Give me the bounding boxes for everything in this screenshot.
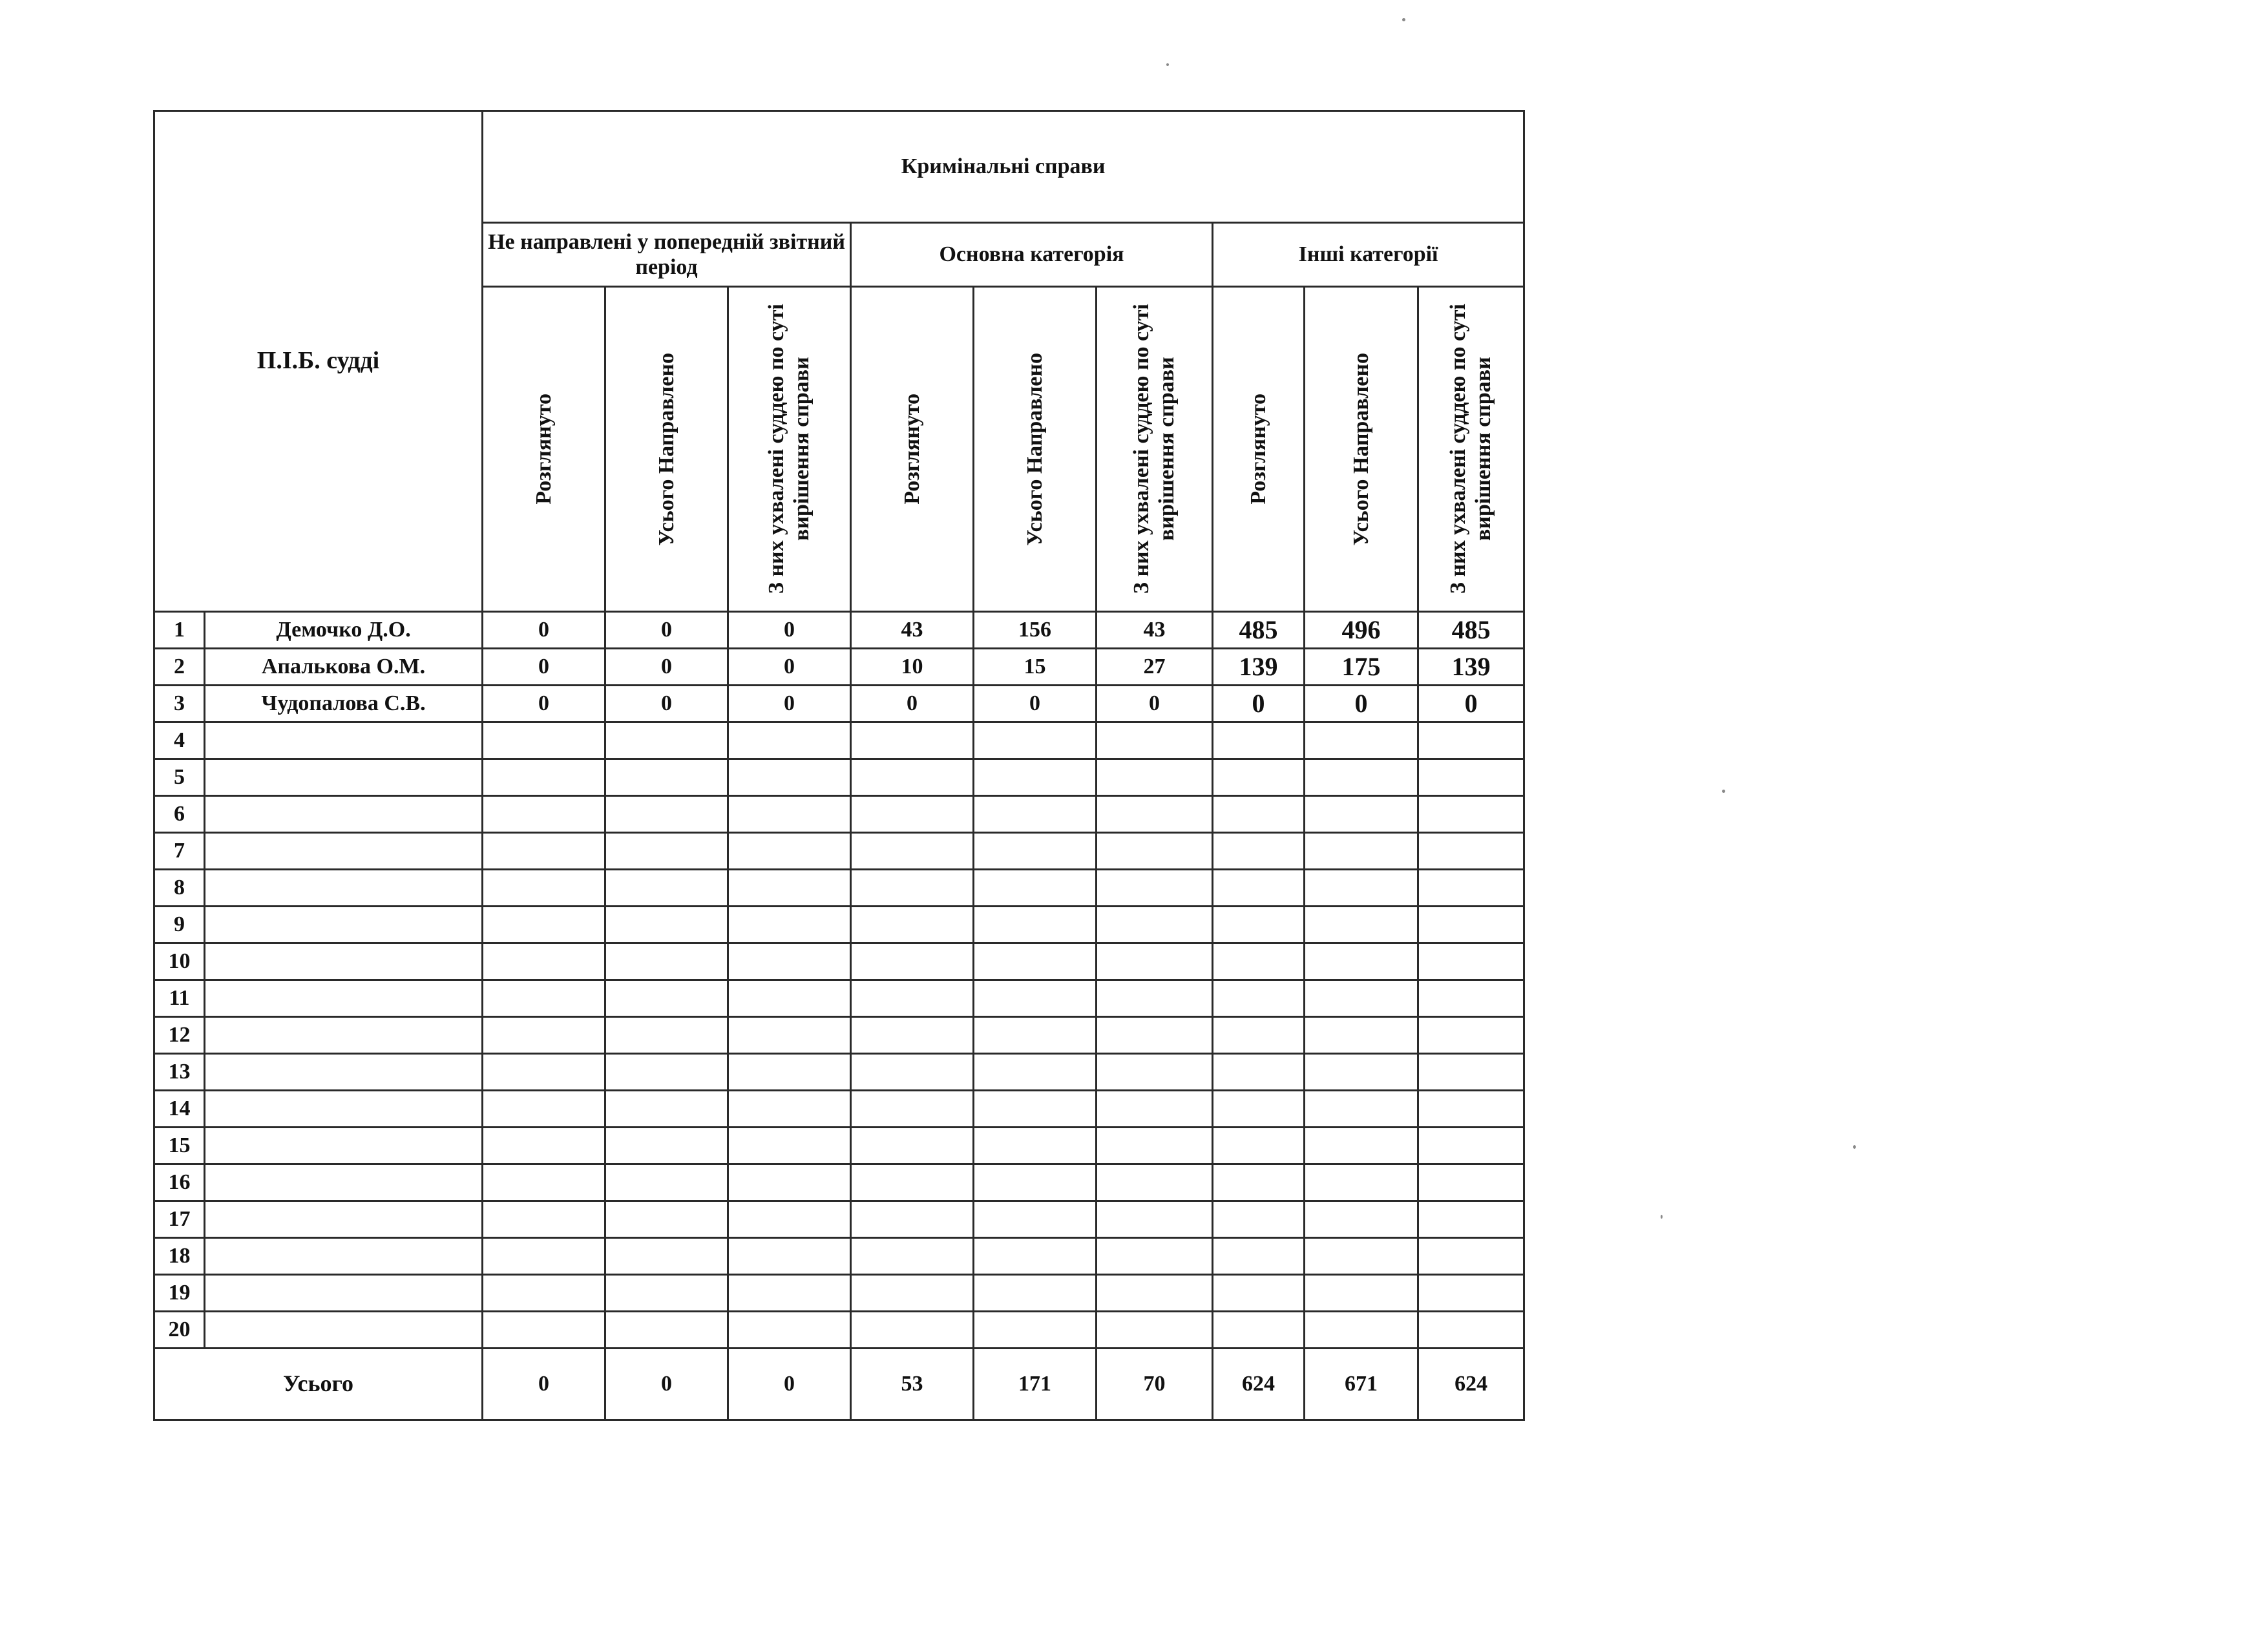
subcolumn-wrap [1305, 288, 1417, 611]
subcolumn-label: Розглянуто [899, 394, 924, 505]
value-cell [851, 943, 974, 980]
value-cell: 0 [851, 686, 974, 722]
value-cell: 0 [1418, 686, 1524, 722]
value-cell [1305, 1128, 1418, 1164]
value-cell [1418, 907, 1524, 943]
value-cell [728, 1312, 851, 1349]
total-value: 624 [1418, 1349, 1524, 1420]
subcolumn-header-1 [483, 287, 605, 612]
value-cell: 175 [1305, 649, 1418, 686]
value-cell [483, 722, 605, 759]
value-cell [1097, 943, 1213, 980]
subcolumn-wrap [606, 288, 727, 611]
row-number: 1 [154, 612, 205, 649]
judge-name: Апалькова О.М. [205, 649, 483, 686]
value-cell: 0 [974, 686, 1097, 722]
total-value: 671 [1305, 1349, 1418, 1420]
value-cell: 0 [605, 612, 728, 649]
value-cell [851, 907, 974, 943]
subcolumn-header-4 [851, 287, 974, 612]
value-cell [728, 870, 851, 907]
value-cell [1213, 759, 1305, 796]
total-value: 53 [851, 1349, 974, 1420]
value-cell [1213, 722, 1305, 759]
value-cell [1097, 1201, 1213, 1238]
value-cell [1213, 1128, 1305, 1164]
value-cell [1418, 1017, 1524, 1054]
value-cell [605, 980, 728, 1017]
value-cell [605, 1238, 728, 1275]
value-cell [728, 1275, 851, 1312]
value-cell [1097, 759, 1213, 796]
value-cell: 0 [1213, 686, 1305, 722]
row-number: 2 [154, 649, 205, 686]
value-cell [1097, 1164, 1213, 1201]
value-cell [1305, 1275, 1418, 1312]
value-cell [851, 1164, 974, 1201]
value-cell [851, 796, 974, 833]
judge-name [205, 1201, 483, 1238]
group-header-other-categories: Інші категорії [1213, 223, 1524, 287]
subcolumn-label: З них ухвалені суддею по суті вирішення справи [1446, 304, 1496, 594]
value-cell [1213, 1164, 1305, 1201]
main-title: Кримінальні справи [483, 111, 1524, 223]
value-cell [1213, 1017, 1305, 1054]
value-cell [1305, 1201, 1418, 1238]
value-cell [483, 943, 605, 980]
value-cell [728, 759, 851, 796]
table-row [154, 943, 1524, 980]
value-cell [728, 1091, 851, 1128]
subcolumn-label: З них ухвалені суддею по суті вирішення справи [764, 304, 814, 594]
value-cell [1418, 796, 1524, 833]
value-cell [605, 1275, 728, 1312]
value-cell [1418, 870, 1524, 907]
value-cell [728, 907, 851, 943]
judge-column-header [154, 111, 483, 612]
value-cell: 43 [1097, 612, 1213, 649]
scan-speck [1402, 18, 1405, 21]
value-cell [605, 1017, 728, 1054]
value-cell [974, 1312, 1097, 1349]
subcolumn-label: Розглянуто [1246, 394, 1270, 505]
value-cell [974, 722, 1097, 759]
value-cell [851, 1128, 974, 1164]
judge-name [205, 1238, 483, 1275]
value-cell: 0 [728, 612, 851, 649]
table-row [154, 907, 1524, 943]
value-cell [728, 796, 851, 833]
subcolumn-wrap [1097, 288, 1212, 611]
scan-speck [1166, 63, 1169, 66]
judge-name [205, 980, 483, 1017]
value-cell [974, 1128, 1097, 1164]
value-cell [1097, 722, 1213, 759]
value-cell [483, 1017, 605, 1054]
table-row [154, 980, 1524, 1017]
table-row [154, 1091, 1524, 1128]
table-row [154, 1201, 1524, 1238]
row-number: 14 [154, 1091, 205, 1128]
judge-column-label: П.І.Б. судді [257, 347, 380, 375]
row-number: 19 [154, 1275, 205, 1312]
value-cell [974, 1054, 1097, 1091]
value-cell [974, 943, 1097, 980]
value-cell [974, 907, 1097, 943]
value-cell [728, 833, 851, 870]
value-cell [1213, 833, 1305, 870]
table-row [154, 759, 1524, 796]
value-cell [1305, 870, 1418, 907]
judge-name [205, 833, 483, 870]
subcolumn-label: Усього Направлено [1022, 352, 1047, 546]
subcolumn-label: Усього Направлено [654, 352, 678, 546]
value-cell [974, 870, 1097, 907]
table-row [154, 1275, 1524, 1312]
value-cell [1097, 980, 1213, 1017]
total-value: 70 [1097, 1349, 1213, 1420]
value-cell [974, 1164, 1097, 1201]
value-cell [483, 759, 605, 796]
value-cell [1213, 980, 1305, 1017]
value-cell [1097, 1128, 1213, 1164]
value-cell [1418, 1128, 1524, 1164]
row-number: 16 [154, 1164, 205, 1201]
value-cell [1213, 907, 1305, 943]
value-cell [605, 759, 728, 796]
value-cell [605, 907, 728, 943]
value-cell [1305, 833, 1418, 870]
total-row [154, 1349, 1524, 1420]
value-cell: 485 [1213, 612, 1305, 649]
subcolumn-label: З них ухвалені суддею по суті вирішення справи [1129, 304, 1179, 594]
value-cell [974, 1201, 1097, 1238]
value-cell: 485 [1418, 612, 1524, 649]
value-cell: 0 [605, 686, 728, 722]
value-cell [1305, 907, 1418, 943]
judge-name [205, 1091, 483, 1128]
row-number: 11 [154, 980, 205, 1017]
value-cell [1097, 1054, 1213, 1091]
value-cell [483, 980, 605, 1017]
subcolumn-wrap [729, 288, 850, 611]
table-row [154, 1017, 1524, 1054]
value-cell [851, 1275, 974, 1312]
judge-name [205, 870, 483, 907]
value-cell: 156 [974, 612, 1097, 649]
group-header-previous-period: Не направлені у попередній звітний період [483, 223, 851, 287]
value-cell [483, 1312, 605, 1349]
row-number: 20 [154, 1312, 205, 1349]
value-cell: 0 [483, 612, 605, 649]
total-value: 0 [728, 1349, 851, 1420]
table-row [154, 686, 1524, 722]
value-cell [1418, 1091, 1524, 1128]
judge-name: Демочко Д.О. [205, 612, 483, 649]
total-value: 0 [605, 1349, 728, 1420]
value-cell [1213, 1091, 1305, 1128]
row-number: 10 [154, 943, 205, 980]
value-cell [1213, 1054, 1305, 1091]
value-cell [605, 1312, 728, 1349]
value-cell [483, 1275, 605, 1312]
value-cell [605, 1201, 728, 1238]
value-cell [974, 1017, 1097, 1054]
value-cell [1097, 796, 1213, 833]
value-cell [1097, 870, 1213, 907]
value-cell [728, 1128, 851, 1164]
value-cell [1418, 980, 1524, 1017]
judge-name [205, 759, 483, 796]
row-number: 7 [154, 833, 205, 870]
value-cell [483, 1054, 605, 1091]
value-cell: 0 [1305, 686, 1418, 722]
judge-name [205, 1128, 483, 1164]
value-cell [1418, 1312, 1524, 1349]
value-cell [1305, 1054, 1418, 1091]
value-cell [483, 833, 605, 870]
value-cell: 0 [1097, 686, 1213, 722]
judge-name [205, 1164, 483, 1201]
row-number: 9 [154, 907, 205, 943]
judge-name [205, 907, 483, 943]
value-cell [1305, 1164, 1418, 1201]
value-cell [1305, 1238, 1418, 1275]
scan-speck [1853, 1145, 1856, 1149]
table-row [154, 796, 1524, 833]
row-number: 18 [154, 1238, 205, 1275]
value-cell [605, 870, 728, 907]
criminal-cases-table [153, 110, 1525, 1421]
value-cell [728, 1201, 851, 1238]
value-cell [728, 1017, 851, 1054]
value-cell [1418, 759, 1524, 796]
value-cell [1418, 1054, 1524, 1091]
value-cell: 139 [1418, 649, 1524, 686]
subcolumn-wrap [974, 288, 1095, 611]
value-cell [851, 870, 974, 907]
value-cell [851, 980, 974, 1017]
value-cell: 15 [974, 649, 1097, 686]
subcolumn-header-3 [728, 287, 851, 612]
value-cell [483, 1091, 605, 1128]
judge-name [205, 1312, 483, 1349]
value-cell [1213, 1312, 1305, 1349]
subcolumn-header-8 [1305, 287, 1418, 612]
value-cell [1097, 1091, 1213, 1128]
row-number: 15 [154, 1128, 205, 1164]
table-row [154, 612, 1524, 649]
value-cell: 0 [483, 649, 605, 686]
value-cell [1418, 722, 1524, 759]
value-cell [1418, 1275, 1524, 1312]
table-row [154, 833, 1524, 870]
total-label: Усього [154, 1349, 483, 1420]
value-cell [1418, 943, 1524, 980]
value-cell [1305, 759, 1418, 796]
value-cell [483, 1238, 605, 1275]
value-cell [605, 1054, 728, 1091]
value-cell [974, 796, 1097, 833]
subcolumn-header-7 [1213, 287, 1305, 612]
value-cell [1213, 1201, 1305, 1238]
value-cell [728, 1164, 851, 1201]
value-cell: 10 [851, 649, 974, 686]
value-cell [1305, 1312, 1418, 1349]
value-cell [1418, 833, 1524, 870]
value-cell [974, 1275, 1097, 1312]
value-cell [1097, 1312, 1213, 1349]
value-cell: 139 [1213, 649, 1305, 686]
value-cell [605, 1164, 728, 1201]
value-cell [1305, 980, 1418, 1017]
value-cell [1418, 1238, 1524, 1275]
table-row [154, 1128, 1524, 1164]
value-cell [1097, 1017, 1213, 1054]
value-cell [1213, 943, 1305, 980]
value-cell [974, 1091, 1097, 1128]
value-cell [851, 759, 974, 796]
value-cell [483, 907, 605, 943]
subcolumn-label: Усього Направлено [1349, 352, 1373, 546]
row-number: 5 [154, 759, 205, 796]
subcolumn-header-5 [974, 287, 1097, 612]
value-cell [728, 722, 851, 759]
judge-name [205, 1054, 483, 1091]
value-cell [1213, 796, 1305, 833]
row-number: 6 [154, 796, 205, 833]
table-row [154, 1312, 1524, 1349]
row-number: 3 [154, 686, 205, 722]
value-cell [1305, 943, 1418, 980]
value-cell: 27 [1097, 649, 1213, 686]
value-cell [483, 1164, 605, 1201]
value-cell [851, 833, 974, 870]
value-cell [851, 722, 974, 759]
table-row [154, 1164, 1524, 1201]
subcolumn-header-6 [1097, 287, 1213, 612]
value-cell [605, 722, 728, 759]
value-cell [483, 796, 605, 833]
value-cell [728, 1238, 851, 1275]
value-cell [1418, 1201, 1524, 1238]
scan-speck [1722, 790, 1725, 793]
table-row [154, 1054, 1524, 1091]
value-cell [483, 870, 605, 907]
value-cell [1305, 722, 1418, 759]
value-cell [1213, 1275, 1305, 1312]
value-cell [605, 833, 728, 870]
value-cell [605, 943, 728, 980]
judge-name [205, 722, 483, 759]
value-cell [851, 1201, 974, 1238]
value-cell: 0 [605, 649, 728, 686]
value-cell [851, 1091, 974, 1128]
value-cell [1305, 1091, 1418, 1128]
value-cell [974, 759, 1097, 796]
row-number: 13 [154, 1054, 205, 1091]
value-cell [1418, 1164, 1524, 1201]
table-row [154, 1238, 1524, 1275]
judge-name [205, 1275, 483, 1312]
value-cell [1305, 1017, 1418, 1054]
table-row [154, 649, 1524, 686]
subcolumn-wrap [1213, 288, 1303, 611]
row-number: 4 [154, 722, 205, 759]
subcolumn-label: Розглянуто [531, 394, 556, 505]
judge-name: Чудопалова С.В. [205, 686, 483, 722]
value-cell [605, 796, 728, 833]
value-cell [1213, 870, 1305, 907]
value-cell: 0 [728, 649, 851, 686]
row-number: 17 [154, 1201, 205, 1238]
value-cell: 43 [851, 612, 974, 649]
value-cell [483, 1201, 605, 1238]
group-header-main-category: Основна категорія [851, 223, 1213, 287]
judge-name [205, 796, 483, 833]
table-row [154, 870, 1524, 907]
value-cell [851, 1017, 974, 1054]
total-value: 0 [483, 1349, 605, 1420]
value-cell [1213, 1238, 1305, 1275]
value-cell [1097, 833, 1213, 870]
value-cell [605, 1091, 728, 1128]
value-cell [728, 980, 851, 1017]
table-row [154, 722, 1524, 759]
value-cell [483, 1128, 605, 1164]
judge-name [205, 1017, 483, 1054]
row-number: 12 [154, 1017, 205, 1054]
value-cell [851, 1312, 974, 1349]
value-cell [851, 1054, 974, 1091]
value-cell [851, 1238, 974, 1275]
value-cell: 0 [728, 686, 851, 722]
subcolumn-header-2 [605, 287, 728, 612]
value-cell [605, 1128, 728, 1164]
value-cell [974, 1238, 1097, 1275]
value-cell [1097, 1275, 1213, 1312]
value-cell [1097, 907, 1213, 943]
value-cell: 496 [1305, 612, 1418, 649]
subcolumn-wrap [852, 288, 972, 611]
value-cell [974, 833, 1097, 870]
value-cell [728, 943, 851, 980]
value-cell [1097, 1238, 1213, 1275]
subcolumn-wrap [1419, 288, 1523, 611]
value-cell [1305, 796, 1418, 833]
total-value: 624 [1213, 1349, 1305, 1420]
value-cell [728, 1054, 851, 1091]
row-number: 8 [154, 870, 205, 907]
total-value: 171 [974, 1349, 1097, 1420]
subcolumn-header-9 [1418, 287, 1524, 612]
value-cell [974, 980, 1097, 1017]
value-cell: 0 [483, 686, 605, 722]
scan-speck [1661, 1215, 1663, 1219]
judge-name [205, 943, 483, 980]
subcolumn-wrap [483, 288, 604, 611]
